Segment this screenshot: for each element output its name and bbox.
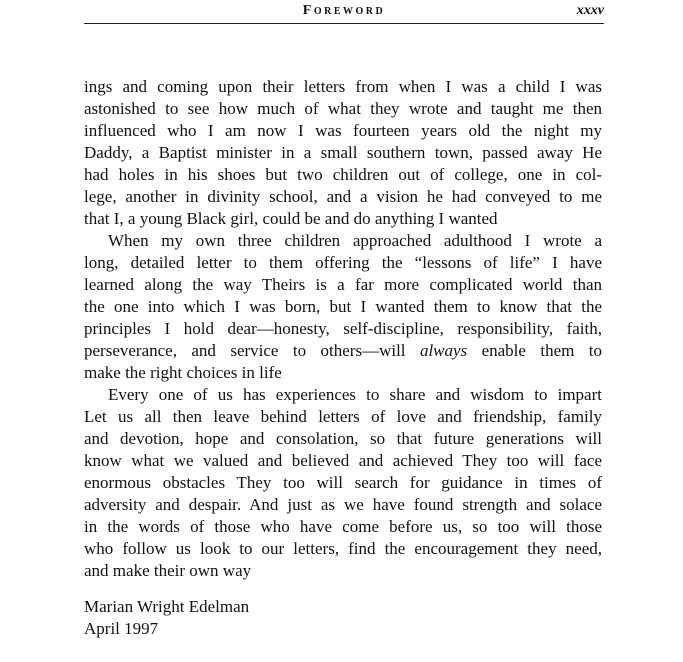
text-line: who follow us look to our letters, find the encouragement they need, bbox=[84, 539, 602, 558]
header-rule bbox=[84, 23, 604, 24]
emphasis-text: always bbox=[419, 341, 468, 360]
text-line: make the right choices in life bbox=[84, 363, 282, 382]
text-line: had holes in his shoes but two children out of college, one in col- bbox=[84, 165, 602, 184]
text-line bbox=[84, 340, 602, 362]
running-header bbox=[84, 3, 604, 23]
body-text bbox=[84, 76, 602, 582]
text-line: Every one of us has experiences to share and wisdom to impart bbox=[108, 385, 602, 404]
text-line: enormous obstacles They too will search for guidance in times of bbox=[84, 473, 602, 492]
text-line: principles I hold dear—honesty, self-discipline, responsibility, faith, bbox=[84, 319, 602, 338]
text-line: learned along the way Theirs is a far more complicated world than bbox=[84, 275, 602, 294]
text-line: in the words of those who have come before us, so too will those bbox=[84, 517, 602, 536]
text-line: know what we valued and believed and achieved They too will face bbox=[84, 451, 602, 470]
text-line: Let us all then leave behind letters of love and friendship, family bbox=[84, 407, 602, 426]
text-segment: perseverance, and service to others—will bbox=[84, 341, 420, 360]
text-line: long, detailed letter to them offering the “lessons of life” I have bbox=[84, 253, 602, 272]
text-line: and devotion, hope and consolation, so that future generations will bbox=[84, 429, 602, 448]
paragraph-2 bbox=[84, 230, 602, 384]
text-line: Daddy, a Baptist minister in a small southern town, passed away He bbox=[84, 143, 602, 162]
text-line: ings and coming upon their letters from when I was a child I was bbox=[84, 77, 602, 96]
text-line: that I, a young Black girl, could be and do anything I wanted bbox=[84, 209, 498, 228]
text-line: influenced who I am now I was fourteen years old the night my bbox=[84, 121, 602, 140]
paragraph-3 bbox=[84, 384, 602, 582]
text-line: When my own three children approached adulthood I wrote a bbox=[108, 231, 602, 250]
header-title: Foreword bbox=[302, 3, 386, 18]
signature-date: April 1997 bbox=[84, 619, 159, 638]
text-line: astonished to see how much of what they wrote and taught me then bbox=[84, 99, 602, 118]
text-line: and make their own way bbox=[84, 561, 252, 580]
signature-block bbox=[84, 596, 249, 640]
paragraph-1 bbox=[84, 76, 602, 230]
text-line: adversity and despair. And just as we have found strength and solace bbox=[84, 495, 602, 514]
author-name: Marian Wright Edelman bbox=[84, 597, 250, 616]
page-number: xxxv bbox=[576, 3, 604, 18]
text-line: the one into which I was born, but I wanted them to know that the bbox=[84, 297, 602, 316]
text-segment: enable them to bbox=[467, 341, 602, 360]
text-line: lege, another in divinity school, and a vision he had conveyed to me bbox=[84, 187, 602, 206]
